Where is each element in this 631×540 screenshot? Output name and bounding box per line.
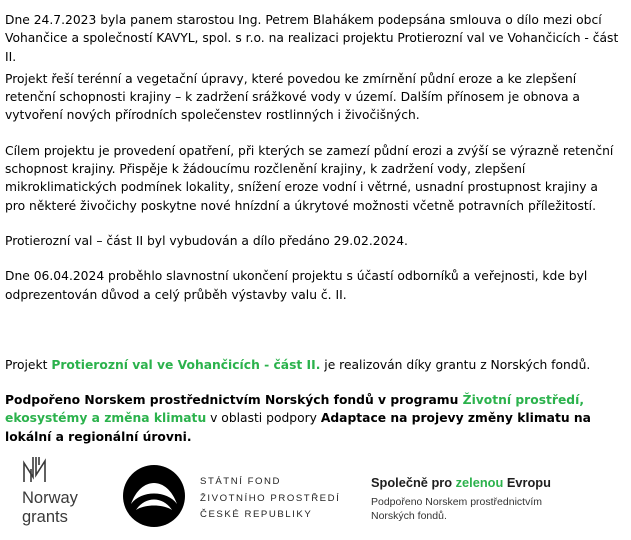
eea-slogan [371, 475, 551, 491]
sfzp-emblem-icon [121, 463, 187, 529]
paragraph-project-description: Projekt řeší terénní a vegetační úpravy, které povedou ke zmírnění půdní eroze a ke zlepšení retenční schopnosti krajiny – k zadržení srážkové vody v území. Dalším přínosem je obnova a vytvoření nových přírodních společenstev rostlinných i živočišných. [5, 71, 580, 123]
grant-prefix: Projekt [5, 357, 52, 372]
eea-slogan-part1: Společně pro [371, 475, 456, 490]
eea-slogan-block [371, 475, 551, 523]
paragraph-grant [5, 356, 620, 374]
norway-grants-icon [22, 455, 48, 483]
paragraph-contract: Dne 24.7.2023 byla panem starostou Ing. Petrem Blahákem podepsána smlouva o dílo mezi obcí Vohančice a společností KAVYL, spol. s r.o. na realizaci projektu Protierozní val ve Vohančicích - část II. [5, 13, 619, 64]
paragraph-handover: Protierozní val – část II byl vybudován a dílo předáno 29.02.2024. [5, 233, 408, 248]
norway-grants-wordmark [22, 489, 112, 527]
sfzp-line-1: STÁTNÍ FOND [200, 476, 282, 487]
sfzp-line-2: ŽIVOTNÍHO PROSTŘEDÍ [200, 492, 341, 504]
paragraph-support [5, 391, 620, 446]
eea-subtitle [371, 495, 551, 523]
paragraph-ceremony: Dne 06.04.2024 proběhlo slavnostní ukončení projektu s účastí odborníků a veřejnosti, kde byl odprezentován důvod a celý průběh výstavby valu č. II. [5, 269, 588, 302]
support-end: . [186, 429, 192, 444]
grant-suffix: je realizován díky grantu z Norských fondů. [320, 357, 591, 372]
support-mid: v oblasti podpory [206, 411, 321, 426]
support-program: Životní prostředí, ekosystémy a změna klimatu [5, 393, 584, 426]
logo-strip [0, 448, 631, 538]
project-name: Protierozní val ve Vohančicích - část II. [51, 357, 321, 372]
eea-slogan-part2: Evropu [503, 475, 551, 490]
grants-word: grants [22, 508, 68, 526]
norway-grants-logo [22, 455, 112, 527]
document-body [5, 11, 620, 446]
eea-subtitle-line-1: Podpořeno Norskem prostřednictvím [371, 496, 542, 508]
sfzp-line-3: ČESKÉ REPUBLIKY [200, 509, 313, 521]
support-intro: Podpořeno Norskem prostřednictvím Norských fondů v programu [5, 393, 463, 408]
eea-slogan-green: zelenou [455, 475, 504, 490]
sfzp-wordmark [200, 474, 340, 524]
eea-subtitle-line-2: Norských fondů. [371, 510, 447, 522]
support-area: Adaptace na projevy změny klimatu na lokální a regionální úrovni [5, 411, 591, 444]
paragraph-project-goal: Cílem projektu je provedení opatření, při kterých se zamezí půdní erozi a zvýší se výrazně retenční schopnost krajiny. Přispěje k žádoucímu rozčlenění krajiny, k zadržení vody, zlepšení mikroklimatických podmínek lokality, snížení eroze vodní i větrné, usnadní prostupnost krajiny a pro některé živočichy poskytne nové hnízdní a úkrytové možnosti včetně potravních příležitostí. [5, 143, 614, 213]
norway-word: Norway [22, 489, 78, 507]
